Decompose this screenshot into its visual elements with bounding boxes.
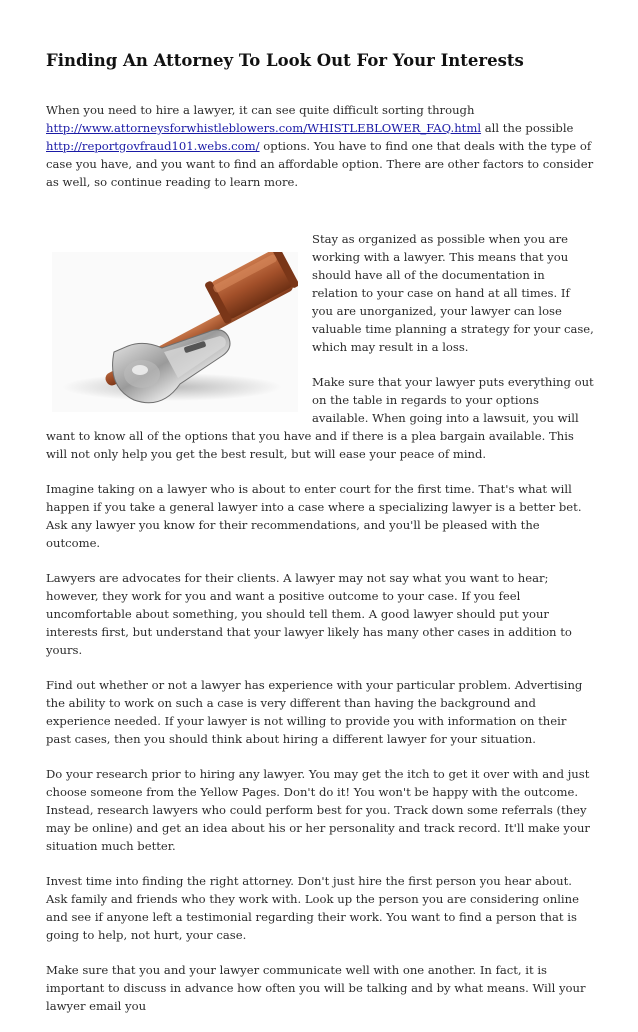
paragraph-first-time-lawyer: Imagine taking on a lawyer who is about to enter court for the first time. That's what will happen if you take a general lawyer into a case where a specializing lawyer is a better bet. Ask any lawyer you know for their recommendations, and you'll be pleased with the outcome. bbox=[46, 482, 582, 550]
gavel-whistle-illustration bbox=[52, 252, 298, 412]
whistleblower-faq-link[interactable]: http://www.attorneysforwhistleblowers.com/WHISTLEBLOWER_FAQ.html bbox=[46, 121, 482, 135]
document-page bbox=[46, 50, 594, 1032]
paragraph-options: Make sure that your lawyer puts everything out on the table in regards to your options available. When going into a lawsuit, you will want to know all of the options that you have and if there is a plea bargain available. This will not only help you get the best result, but will ease your peace of mind. bbox=[46, 375, 594, 461]
paragraph-invest-time: Invest time into finding the right attorney. Don't just hire the first person you hear about. Ask family and friends who they work with. Look up the person you are considering online and see if anyone left a testimonial regarding their work. You want to find a person that is going to help, not hurt, your case. bbox=[46, 874, 579, 942]
paragraph-organized: Stay as organized as possible when you are working with a lawyer. This means that you should have all of the documentation in relation to your case on hand at all times. If you are unorganized, your lawyer can lose valuable time planning a strategy for your case, which may result in a loss. bbox=[312, 232, 594, 354]
paragraph-experience: Find out whether or not a lawyer has experience with your particular problem. Advertising the ability to work on such a case is very different than having the background and experience needed. If your lawyer is not willing to provide you with information on their past cases, then you should think about hiring a different lawyer for your situation. bbox=[46, 678, 583, 746]
intro-paragraph bbox=[46, 101, 594, 191]
page-title: Finding An Attorney To Look Out For Your Interests bbox=[46, 51, 524, 70]
intro-text-2: all the possible bbox=[481, 121, 574, 135]
paragraph-communicate: Make sure that you and your lawyer communicate well with one another. In fact, it is important to discuss in advance how often you will be talking and by what means. Will your lawyer email you bbox=[46, 963, 586, 1013]
paragraph-advocates: Lawyers are advocates for their clients. A lawyer may not say what you want to hear; however, they work for you and want a positive outcome to your case. If you feel uncomfortable about something, you should tell them. A good lawyer should put your interests first, but understand that your lawyer likely has many other cases in addition to yours. bbox=[46, 571, 572, 657]
paragraph-research: Do your research prior to hiring any lawyer. You may get the itch to get it over with and just choose someone from the Yellow Pages. Don't do it! You won't be happy with the outcome. Instead, research lawyers who could perform best for you. Track down some referrals (they may be online) and get an idea about his or her personality and track record. It'll make your situation much better. bbox=[46, 767, 590, 853]
gavel-and-whistle-image bbox=[52, 252, 298, 412]
intro-text-3: options. You have to find one that deals with the type of case you have, and you want to find an affordable option. There are other factors to consider as well, so continue reading to learn more. bbox=[46, 139, 594, 189]
floated-section bbox=[46, 208, 594, 463]
intro-text-1: When you need to hire a lawyer, it can see quite difficult sorting through bbox=[46, 103, 475, 117]
report-gov-fraud-link[interactable]: http://reportgovfraud101.webs.com/ bbox=[46, 139, 260, 153]
